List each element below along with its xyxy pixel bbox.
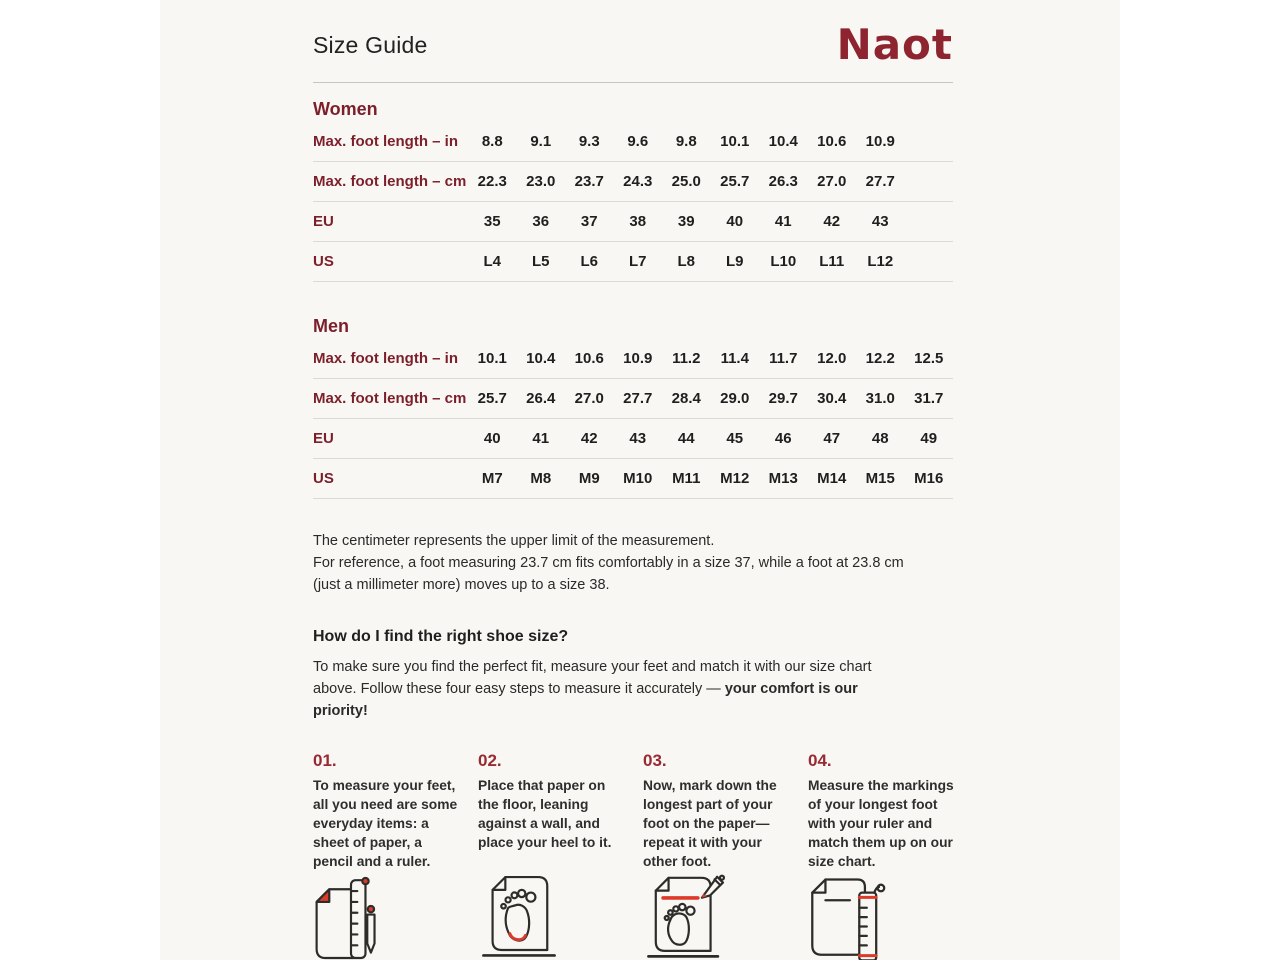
howto-intro-emphasis: your comfort is our priority!	[313, 681, 858, 719]
size-cell: M13	[768, 470, 798, 487]
size-cell: M16	[914, 470, 944, 487]
size-cell: L7	[628, 253, 647, 270]
paper-footprint-heel-icon	[478, 874, 627, 960]
size-cell: L11	[819, 253, 845, 270]
size-cell: M8	[530, 470, 552, 487]
row-label: EU	[313, 430, 334, 447]
size-cell: 44	[677, 430, 695, 447]
size-cell: 12.2	[865, 350, 895, 367]
size-cell: 10.6	[574, 350, 604, 367]
size-cell: 9.3	[578, 133, 600, 150]
size-cell: 10.9	[865, 133, 895, 150]
size-cell: 40	[483, 430, 501, 447]
size-cell: 26.4	[526, 390, 556, 407]
size-cell: 42	[823, 213, 841, 230]
size-cell: 9.8	[675, 133, 697, 150]
size-cell: 41	[532, 430, 550, 447]
size-cell: 25.0	[671, 173, 701, 190]
size-cell: M9	[578, 470, 600, 487]
row-label: Max. foot length – in	[313, 350, 458, 367]
size-cell: L12	[867, 253, 894, 270]
size-cell: 11.4	[720, 350, 749, 367]
size-cell: M15	[865, 470, 895, 487]
size-cell: 40	[726, 213, 744, 230]
size-cell: 10.1	[720, 133, 750, 150]
howto-heading: How do I find the right shoe size?	[313, 628, 569, 645]
size-cell: 39	[677, 213, 695, 230]
step-text: Measure the markings of your longest foot with your ruler and match them up on our size chart.	[808, 778, 954, 869]
size-cell: 31.7	[914, 390, 944, 407]
step-number: 04.	[808, 751, 832, 770]
size-cell: 31.0	[865, 390, 895, 407]
size-cell: 42	[580, 430, 598, 447]
size-cell: M11	[672, 470, 701, 487]
size-cell: L9	[725, 253, 744, 270]
size-cell: 46	[774, 430, 792, 447]
size-table-women	[313, 99, 953, 282]
size-cell: 41	[774, 213, 792, 230]
paper-footprint-pencil-mark-icon	[643, 874, 792, 960]
size-cell: 25.7	[720, 173, 750, 190]
step-number: 02.	[478, 751, 502, 770]
size-row	[313, 202, 953, 242]
size-cell: 22.3	[477, 173, 507, 190]
step-number: 03.	[643, 751, 667, 770]
size-cell: M7	[481, 470, 503, 487]
size-cell: 35	[483, 213, 501, 230]
step-number: 01.	[313, 751, 337, 770]
size-guide-content	[313, 0, 953, 960]
size-cell: 8.8	[481, 133, 503, 150]
section-title: Men	[313, 316, 349, 336]
size-cell: M14	[817, 470, 847, 487]
section-title: Women	[313, 99, 378, 119]
row-label: EU	[313, 213, 334, 230]
row-label: US	[313, 253, 334, 270]
row-label: Max. foot length – cm	[313, 390, 467, 407]
size-guide-panel	[160, 0, 1120, 960]
size-cell: 11.7	[769, 350, 798, 367]
size-cell: 49	[920, 430, 938, 447]
size-cell: 28.4	[671, 390, 701, 407]
row-label: Max. foot length – cm	[313, 173, 467, 190]
size-cell: M10	[623, 470, 653, 487]
note-line: (just a millimeter more) moves up to a size 38.	[313, 577, 610, 593]
size-cell: 27.0	[574, 390, 604, 407]
size-cell: 45	[726, 430, 744, 447]
size-row	[313, 379, 953, 419]
size-cell: L4	[483, 253, 501, 270]
size-cell: L8	[677, 253, 695, 270]
paper-ruler-markings-icon	[808, 874, 957, 960]
size-cell: 29.7	[768, 390, 798, 407]
size-cell: 12.0	[817, 350, 847, 367]
step-1	[313, 750, 478, 960]
size-cell: L5	[531, 253, 550, 270]
size-cell: 10.1	[477, 350, 507, 367]
size-cell: 27.7	[865, 173, 895, 190]
size-cell: L6	[580, 253, 598, 270]
size-cell: 9.1	[530, 133, 552, 150]
size-cell: 27.0	[817, 173, 847, 190]
page-title: Size Guide	[313, 31, 428, 58]
size-cell: 10.4	[768, 133, 798, 150]
size-cell: 47	[823, 430, 841, 447]
paper-ruler-pencil-icon	[313, 874, 462, 960]
size-cell: 11.2	[672, 350, 701, 367]
size-row	[313, 122, 953, 162]
step-text: To measure your feet, all you need are some everyday items: a sheet of paper, a pencil and a ruler.	[313, 778, 458, 869]
step-4	[808, 750, 973, 960]
size-cell: 37	[580, 213, 598, 230]
size-table-men	[313, 316, 953, 499]
size-row	[313, 419, 953, 459]
size-cell: 24.3	[623, 173, 653, 190]
size-cell: 12.5	[914, 350, 944, 367]
row-label: Max. foot length – in	[313, 133, 458, 150]
size-cell: 43	[629, 430, 647, 447]
row-label: US	[313, 470, 334, 487]
size-cell: 23.0	[526, 173, 556, 190]
size-cell: 10.9	[623, 350, 653, 367]
size-cell: 9.6	[627, 133, 649, 150]
size-row	[313, 242, 953, 282]
measuring-steps	[313, 750, 953, 960]
step-text: Now, mark down the longest part of your foot on the paper—repeat it with your other foot.	[643, 778, 777, 869]
size-cell: 30.4	[817, 390, 847, 407]
size-cell: M12	[720, 470, 750, 487]
step-2	[478, 750, 643, 960]
size-cell: 48	[871, 430, 889, 447]
size-cell: 43	[871, 213, 889, 230]
size-row	[313, 162, 953, 202]
size-cell: 29.0	[720, 390, 750, 407]
size-cell: 26.3	[768, 173, 798, 190]
size-cell: 25.7	[477, 390, 507, 407]
size-tables	[313, 99, 953, 499]
howto-intro-text: To make sure you find the perfect fit, measure your feet and match it with our size chart above. Follow these four easy steps to measure it accurately —	[313, 659, 872, 697]
howto-intro	[313, 656, 893, 722]
size-cell: 10.4	[526, 350, 556, 367]
step-3	[643, 750, 808, 960]
header	[313, 0, 953, 83]
size-cell: 27.7	[623, 390, 653, 407]
size-cell: 23.7	[574, 173, 604, 190]
note-line: For reference, a foot measuring 23.7 cm fits comfortably in a size 37, while a foot at 23.8 cm	[313, 555, 904, 571]
step-text: Place that paper on the floor, leaning against a wall, and place your heel to it.	[478, 778, 612, 850]
size-cell: L10	[770, 253, 797, 270]
size-cell: 10.6	[817, 133, 847, 150]
size-cell: 36	[532, 213, 550, 230]
size-row	[313, 459, 953, 499]
measurement-note	[313, 530, 953, 596]
size-cell: 38	[629, 213, 647, 230]
size-row	[313, 339, 953, 379]
note-line: The centimeter represents the upper limit of the measurement.	[313, 533, 715, 549]
naot-logo: Naot	[836, 20, 953, 69]
